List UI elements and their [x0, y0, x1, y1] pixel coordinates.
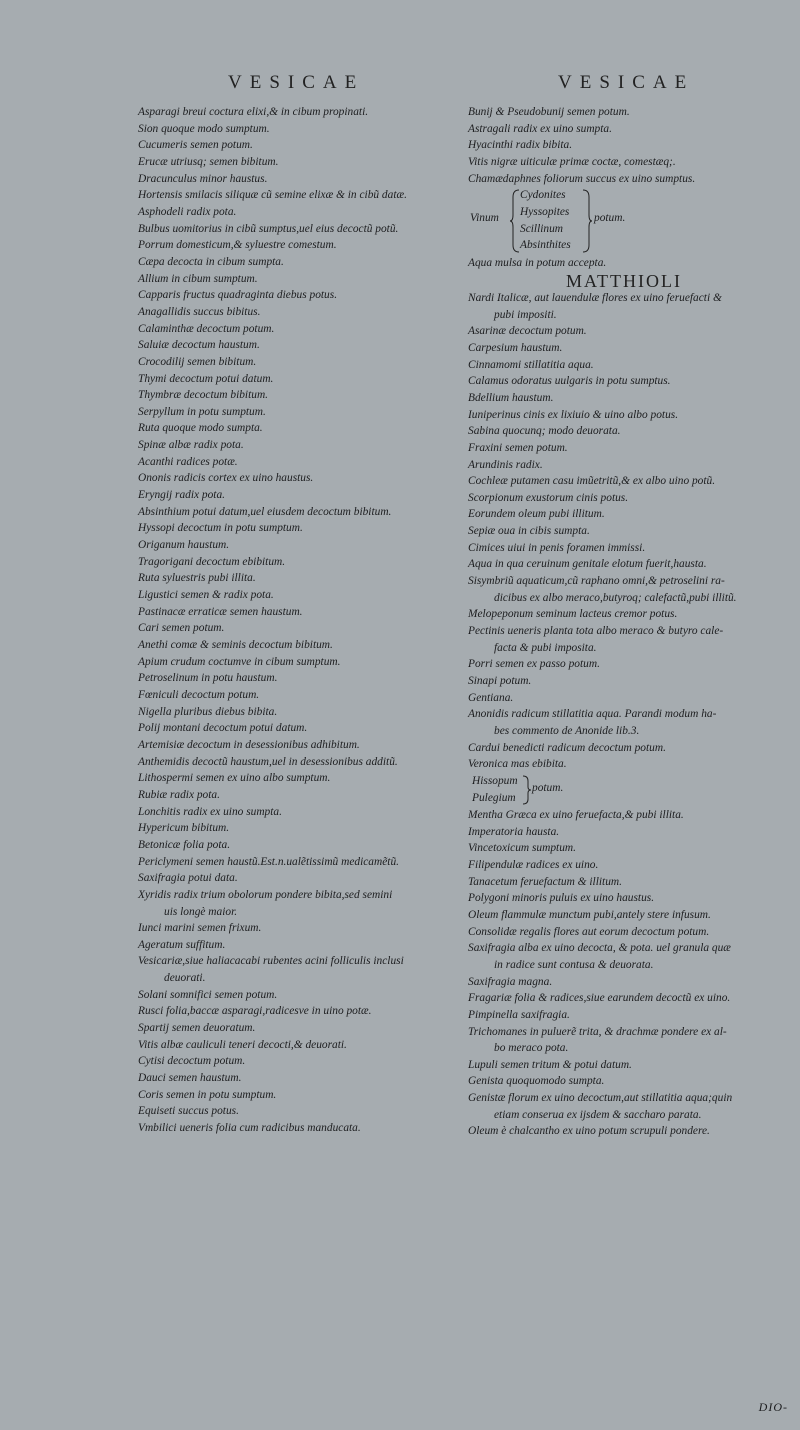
list-item: Bunij & Pseudobunij semen potum. [468, 106, 630, 118]
list-item: Thymbræ decoctum bibitum. [138, 389, 269, 402]
list-item: in radice sunt contusa & deuorata. [494, 958, 654, 971]
list-item: Apium crudum coctumve in cibum sumptum. [138, 655, 341, 668]
list-item: Cardui benedicti radicum decoctum potum. [468, 741, 666, 754]
list-item: Vesicariæ,siue haliacacabi rubentes acini folliculis inclusi [138, 955, 404, 968]
list-item: Betonicæ folia pota. [138, 838, 231, 851]
list-item: Anonidis radicum stillatitia aqua. Parandi modum ha- [468, 708, 717, 721]
list-item: Coris semen in potu sumptum. [138, 1088, 277, 1101]
small-brace-right-word: potum. [532, 781, 564, 794]
list-item: Eorundem oleum pubi illitum. [468, 508, 605, 521]
list-item: Bulbus uomitorius in cibũ sumptus,uel eius decoctũ potũ. [138, 222, 399, 235]
list-item: Hortensis smilacis siliquæ cũ semine elixæ & in cibũ datæ. [138, 189, 407, 202]
list-item: Periclymeni semen haustũ.Est.n.ualẽtissimũ medicamẽtũ. [138, 855, 399, 868]
list-item: Sepiæ oua in cibis sumpta. [468, 525, 590, 538]
list-item: Serpyllum in potu sumptum. [138, 405, 266, 418]
list-item: Thymi decoctum potui datum. [138, 372, 274, 385]
list-item: Artemisiæ decoctum in desessionibus adhibitum. [138, 738, 360, 751]
list-item: Dauci semen haustum. [138, 1072, 242, 1085]
right-column-heading: VESICAE [558, 72, 695, 93]
left-column-heading: VESICAE [228, 72, 365, 93]
list-item: Imperatoria hausta. [468, 825, 560, 838]
list-item: bo meraco pota. [494, 1042, 569, 1055]
list-item: Nigella pluribus diebus bibita. [138, 705, 278, 718]
list-item: Iunci marini semen frixum. [138, 922, 262, 935]
list-item: Aqua in qua ceruinum genitale elotum fuerit,hausta. [468, 558, 707, 571]
hissopum-brace-group [468, 773, 780, 807]
list-item: Aqua mulsa in potum accepta. [468, 257, 607, 270]
list-item: Origanum haustum. [138, 539, 230, 552]
list-item: Hyacinthi radix bibita. [468, 139, 573, 152]
list-item: Sisymbriũ aquaticum,cũ raphano omni,& petroselini ra- [468, 575, 725, 588]
left-brace-icon [510, 189, 520, 253]
list-item: deuorati. [164, 972, 206, 985]
list-item: Ligustici semen & radix pota. [138, 589, 274, 602]
brace-item: Scillinum [520, 222, 564, 235]
list-item: Allium in cibum sumptum. [138, 272, 258, 285]
catchword: DIO- [758, 1400, 788, 1414]
list-item: Iuniperinus cinis ex lixiuio & uino albo potus. [468, 408, 679, 421]
list-item: Petroselinum in potu haustum. [138, 672, 278, 685]
brace-left-word: Vinum [470, 212, 499, 225]
list-item: Capparis fructus quadraginta diebus potus. [138, 289, 338, 302]
list-item: Lonchitis radix ex uino sumpta. [138, 805, 282, 818]
list-item: Anthemidis decoctũ haustum,uel in desessionibus additũ. [138, 755, 398, 768]
list-item: Pastinacæ erraticæ semen haustum. [138, 605, 303, 618]
list-item: Asarinæ decoctum potum. [468, 325, 587, 338]
list-item: Cæpa decocta in cibum sumpta. [138, 255, 284, 268]
brace-right-word: potum. [594, 212, 626, 225]
list-item: Lithospermi semen ex uino albo sumptum. [138, 772, 331, 785]
list-item: Pimpinella saxifragia. [468, 1008, 570, 1021]
list-item: Cochleæ putamen casu imũetritũ,& ex albo uino potũ. [468, 475, 716, 488]
list-item: Genistæ florum ex uino decoctum,aut stillatitia aqua;quin [468, 1092, 733, 1105]
brace-item: Cydonites [520, 189, 566, 202]
list-item: Fraxini semen potum. [468, 441, 568, 454]
list-item: Arundinis radix. [468, 458, 543, 471]
list-item: Acanthi radices potæ. [138, 455, 238, 468]
brace-item: Hissopum [472, 774, 518, 787]
list-item: Tragorigani decoctum ebibitum. [138, 555, 286, 568]
list-item: Sion quoque modo sumptum. [138, 122, 270, 135]
list-item: Cimices uiui in penis foramen immissi. [468, 541, 646, 554]
list-item: Cytisi decoctum potum. [138, 1055, 246, 1068]
list-item: Hyssopi decoctum in potu sumptum. [138, 522, 303, 535]
list-item: Oleum flammulæ munctum pubi,antely stere infusum. [468, 908, 711, 921]
list-item: Consolidæ regalis flores aut eorum decoctum potum. [468, 925, 710, 938]
list-item: Crocodilij semen bibitum. [138, 355, 257, 368]
list-item: Gentiana. [468, 691, 514, 704]
list-item: Calaminthæ decoctum potum. [138, 322, 275, 335]
list-item: Bdellium haustum. [468, 391, 554, 404]
list-item: Porrum domesticum,& syluestre comestum. [138, 239, 337, 252]
list-item: Saxifragia alba ex uino decocta, & pota. uel granula quæ [468, 942, 731, 955]
right-brace-icon [582, 189, 592, 253]
list-item: Lupuli semen tritum & potui datum. [468, 1058, 632, 1071]
list-item: Fœniculi decoctum potum. [138, 688, 260, 701]
list-item: Anagallidis succus bibitus. [138, 305, 261, 318]
list-item: Oleum è chalcantho ex uino potum scrupuli pondere. [468, 1125, 710, 1138]
list-item: facta & pubi imposita. [494, 641, 597, 654]
list-item: Ruta syluestris pubi illita. [138, 572, 256, 585]
list-item: Saluiæ decoctum haustum. [138, 339, 260, 352]
list-item: Erucæ utriusq; semen bibitum. [138, 155, 279, 168]
list-item: Anethi comæ & seminis decoctum bibitum. [138, 639, 333, 651]
list-item: Genista quoquomodo sumpta. [468, 1075, 605, 1088]
list-item: Dracunculus minor haustus. [138, 172, 268, 185]
list-item: Calamus odoratus uulgaris in potu sumptus. [468, 375, 671, 388]
right-column [468, 104, 780, 1140]
list-item: dicibus ex albo meraco,butyroq; calefactũ,pubi illitũ. [494, 591, 737, 604]
list-item: Pectinis ueneris planta tota albo meraco & butyro cale- [468, 625, 724, 638]
list-item: pubi impositi. [494, 308, 557, 321]
list-item: uis longè maior. [164, 905, 238, 918]
list-item: Spinæ albæ radix pota. [138, 439, 244, 452]
list-item: Vincetoxicum sumptum. [468, 842, 576, 855]
small-brace-icon [522, 775, 532, 805]
list-item: Tanacetum feruefactum & illitum. [468, 875, 622, 888]
list-item: Rubiæ radix pota. [138, 788, 220, 801]
left-column [138, 104, 456, 1137]
list-item: Melopeponum seminum lacteus cremor potus. [468, 608, 678, 621]
list-item: Polygoni minoris puluis ex uino haustus. [468, 892, 655, 905]
brace-item: Pulegium [472, 791, 516, 804]
list-item: Filipendulæ radices ex uino. [468, 858, 599, 871]
list-item: Cari semen potum. [138, 622, 225, 635]
list-item: Ageratum suffitum. [138, 938, 226, 951]
list-item: Cinnamomi stillatitia aqua. [468, 358, 594, 371]
list-item: Asparagi breui coctura elixi,& in cibum propinati. [138, 106, 369, 118]
list-item: Porri semen ex passo potum. [468, 658, 600, 671]
list-item: etiam conserua ex ijsdem & saccharo parata. [494, 1108, 702, 1121]
list-item: Nardi Italicæ, aut lauendulæ flores ex uino feruefacti & [468, 291, 722, 304]
list-item: Polij montani decoctum potui datum. [138, 722, 308, 735]
list-item: Ononis radicis cortex ex uino haustus. [138, 472, 314, 485]
list-item: Saxifragia magna. [468, 975, 553, 988]
list-item: Cucumeris semen potum. [138, 139, 253, 152]
list-item: Spartij semen deuoratum. [138, 1022, 256, 1035]
list-item: Eryngij radix pota. [138, 489, 226, 502]
brace-item: Hyssopites [520, 205, 570, 218]
list-item: Veronica mas ebibita. [468, 758, 567, 771]
list-item: Trichomanes in puluerẽ trita, & drachmæ pondere ex al- [468, 1025, 727, 1038]
list-item: Asphodeli radix pota. [138, 205, 237, 218]
list-item: Scorpionum exustorum cinis potus. [468, 491, 629, 504]
list-item: Sabina quocunq; modo deuorata. [468, 425, 621, 438]
matthioli-subheading: MATTHIOLI [566, 270, 682, 291]
list-item: Saxifragia potui data. [138, 872, 238, 885]
list-item: Hypericum bibitum. [138, 822, 230, 835]
list-item: Ruta quoque modo sumpta. [138, 422, 263, 435]
list-item: Solani somnifici semen potum. [138, 988, 278, 1001]
list-item: Rusci folia,baccæ asparagi,radicesve in uino potæ. [138, 1005, 372, 1018]
list-item: Vitis nigræ uiticulæ primæ coctæ, comestæq;. [468, 155, 676, 168]
list-item: Vitis albæ cauliculi teneri decocti,& deuorati. [138, 1038, 347, 1051]
list-item: Astragali radix ex uino sumpta. [468, 122, 612, 135]
list-item: Equiseti succus potus. [138, 1105, 239, 1118]
list-item: Chamædaphnes foliorum succus ex uino sumptus. [468, 172, 696, 185]
vinum-brace-group [468, 187, 780, 255]
list-item: Vmbilici ueneris folia cum radicibus manducata. [138, 1122, 361, 1135]
list-item: Sinapi potum. [468, 675, 532, 688]
list-item: Absinthium potui datum,uel eiusdem decoctum bibitum. [138, 505, 392, 518]
list-item: Xyridis radix trium obolorum pondere bibita,sed semini [138, 888, 393, 901]
brace-item: Absinthites [520, 239, 571, 252]
list-item: bes commento de Anonide lib.3. [494, 725, 640, 737]
list-item: Carpesium haustum. [468, 341, 563, 354]
list-item: Fragariæ folia & radices,siue earundem decoctũ ex uino. [468, 992, 731, 1005]
list-item: Mentha Græca ex uino feruefacta,& pubi illita. [468, 808, 684, 821]
